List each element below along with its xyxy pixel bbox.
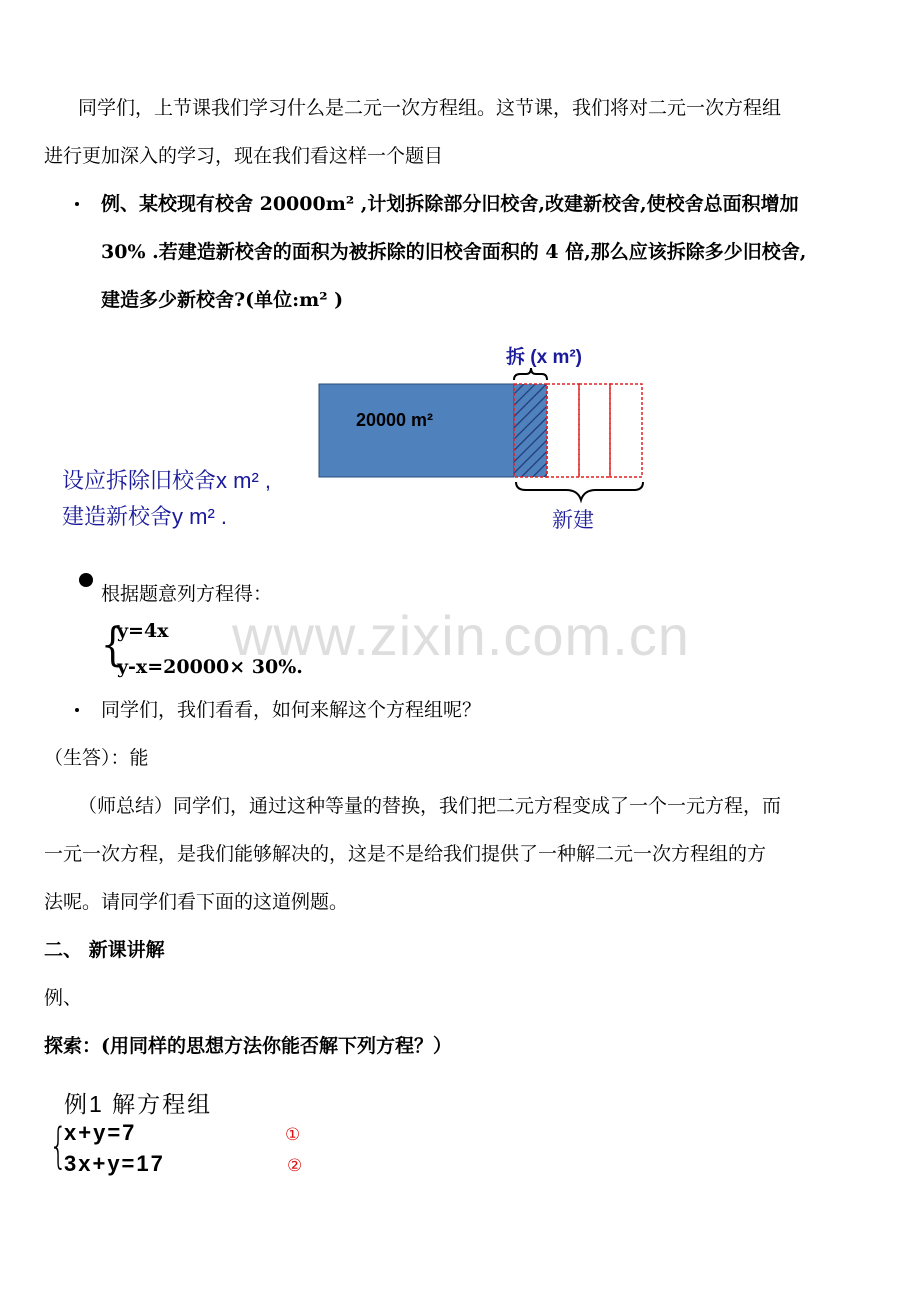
area-label: 20000 m²	[356, 410, 434, 430]
student-answer: （生答）：能	[44, 747, 149, 769]
new-block-2	[579, 384, 610, 477]
equation-brace: {	[100, 617, 125, 671]
circled-mark-1: ①	[285, 1125, 301, 1145]
bullet-large	[79, 573, 93, 587]
new-block-1	[547, 384, 579, 477]
explore-line: 探索：(用同样的思想方法你能否解下列方程？）	[44, 1035, 452, 1057]
equation-1: y=4x	[117, 620, 169, 642]
watermark-text: www.zixin.com.cn	[232, 604, 690, 667]
assume-line-1: 设应拆除旧校舍x m² ,	[62, 468, 271, 493]
example1-eq2: 3x+y=17	[64, 1151, 165, 1176]
circled-mark-2: ②	[287, 1156, 303, 1176]
intro-line-2: 进行更加深入的学习，现在我们看这样一个题目	[44, 145, 444, 167]
new-build-brace	[516, 482, 643, 500]
demolish-block	[514, 384, 547, 477]
bullet-dot	[75, 708, 79, 712]
example-line-3: 建造多少新校舍?(单位:m² )	[101, 289, 344, 311]
equation-2: y-x=20000× 30%.	[117, 656, 303, 678]
example1-brace: {	[49, 1118, 68, 1174]
assume-line-2: 建造新校舍y m² .	[62, 504, 227, 529]
example-line-2: 30% .若建造新校舍的面积为被拆除的旧校舍面积的 4 倍,那么应该拆除多少旧校舍,	[101, 241, 807, 263]
example1-eq1: x+y=7	[64, 1120, 137, 1145]
question-line: 同学们，我们看看，如何来解这个方程组呢？	[101, 699, 482, 721]
new-build-label: 新建	[552, 509, 594, 532]
summary-line-3: 法呢。请同学们看下面的这道例题。	[44, 891, 349, 913]
intro-line-1: 同学们，上节课我们学习什么是二元一次方程组。这节课，我们将对二元一次方程组	[78, 97, 782, 119]
demolish-brace	[514, 368, 547, 380]
bullet-dot	[75, 202, 79, 206]
new-block-3	[610, 384, 642, 477]
equations-intro: 根据题意列方程得：	[101, 583, 273, 605]
section-title: 二、 新课讲解	[44, 939, 165, 961]
example-label: 例、	[44, 987, 83, 1009]
summary-line-1: （师总结）同学们，通过这种等量的替换，我们把二元方程变成了一个一元方程，而	[78, 795, 782, 817]
example-line-1: 例、某校现有校舍 20000m² ,计划拆除部分旧校舍,改建新校舍,使校舍总面积增加	[101, 193, 799, 215]
summary-line-2: 一元一次方程，是我们能够解决的，这是不是给我们提供了一种解二元一次方程组的方	[44, 843, 767, 865]
example1-title: 例1 解方程组	[64, 1091, 213, 1117]
demolish-label: 拆 (x m²)	[506, 347, 583, 368]
